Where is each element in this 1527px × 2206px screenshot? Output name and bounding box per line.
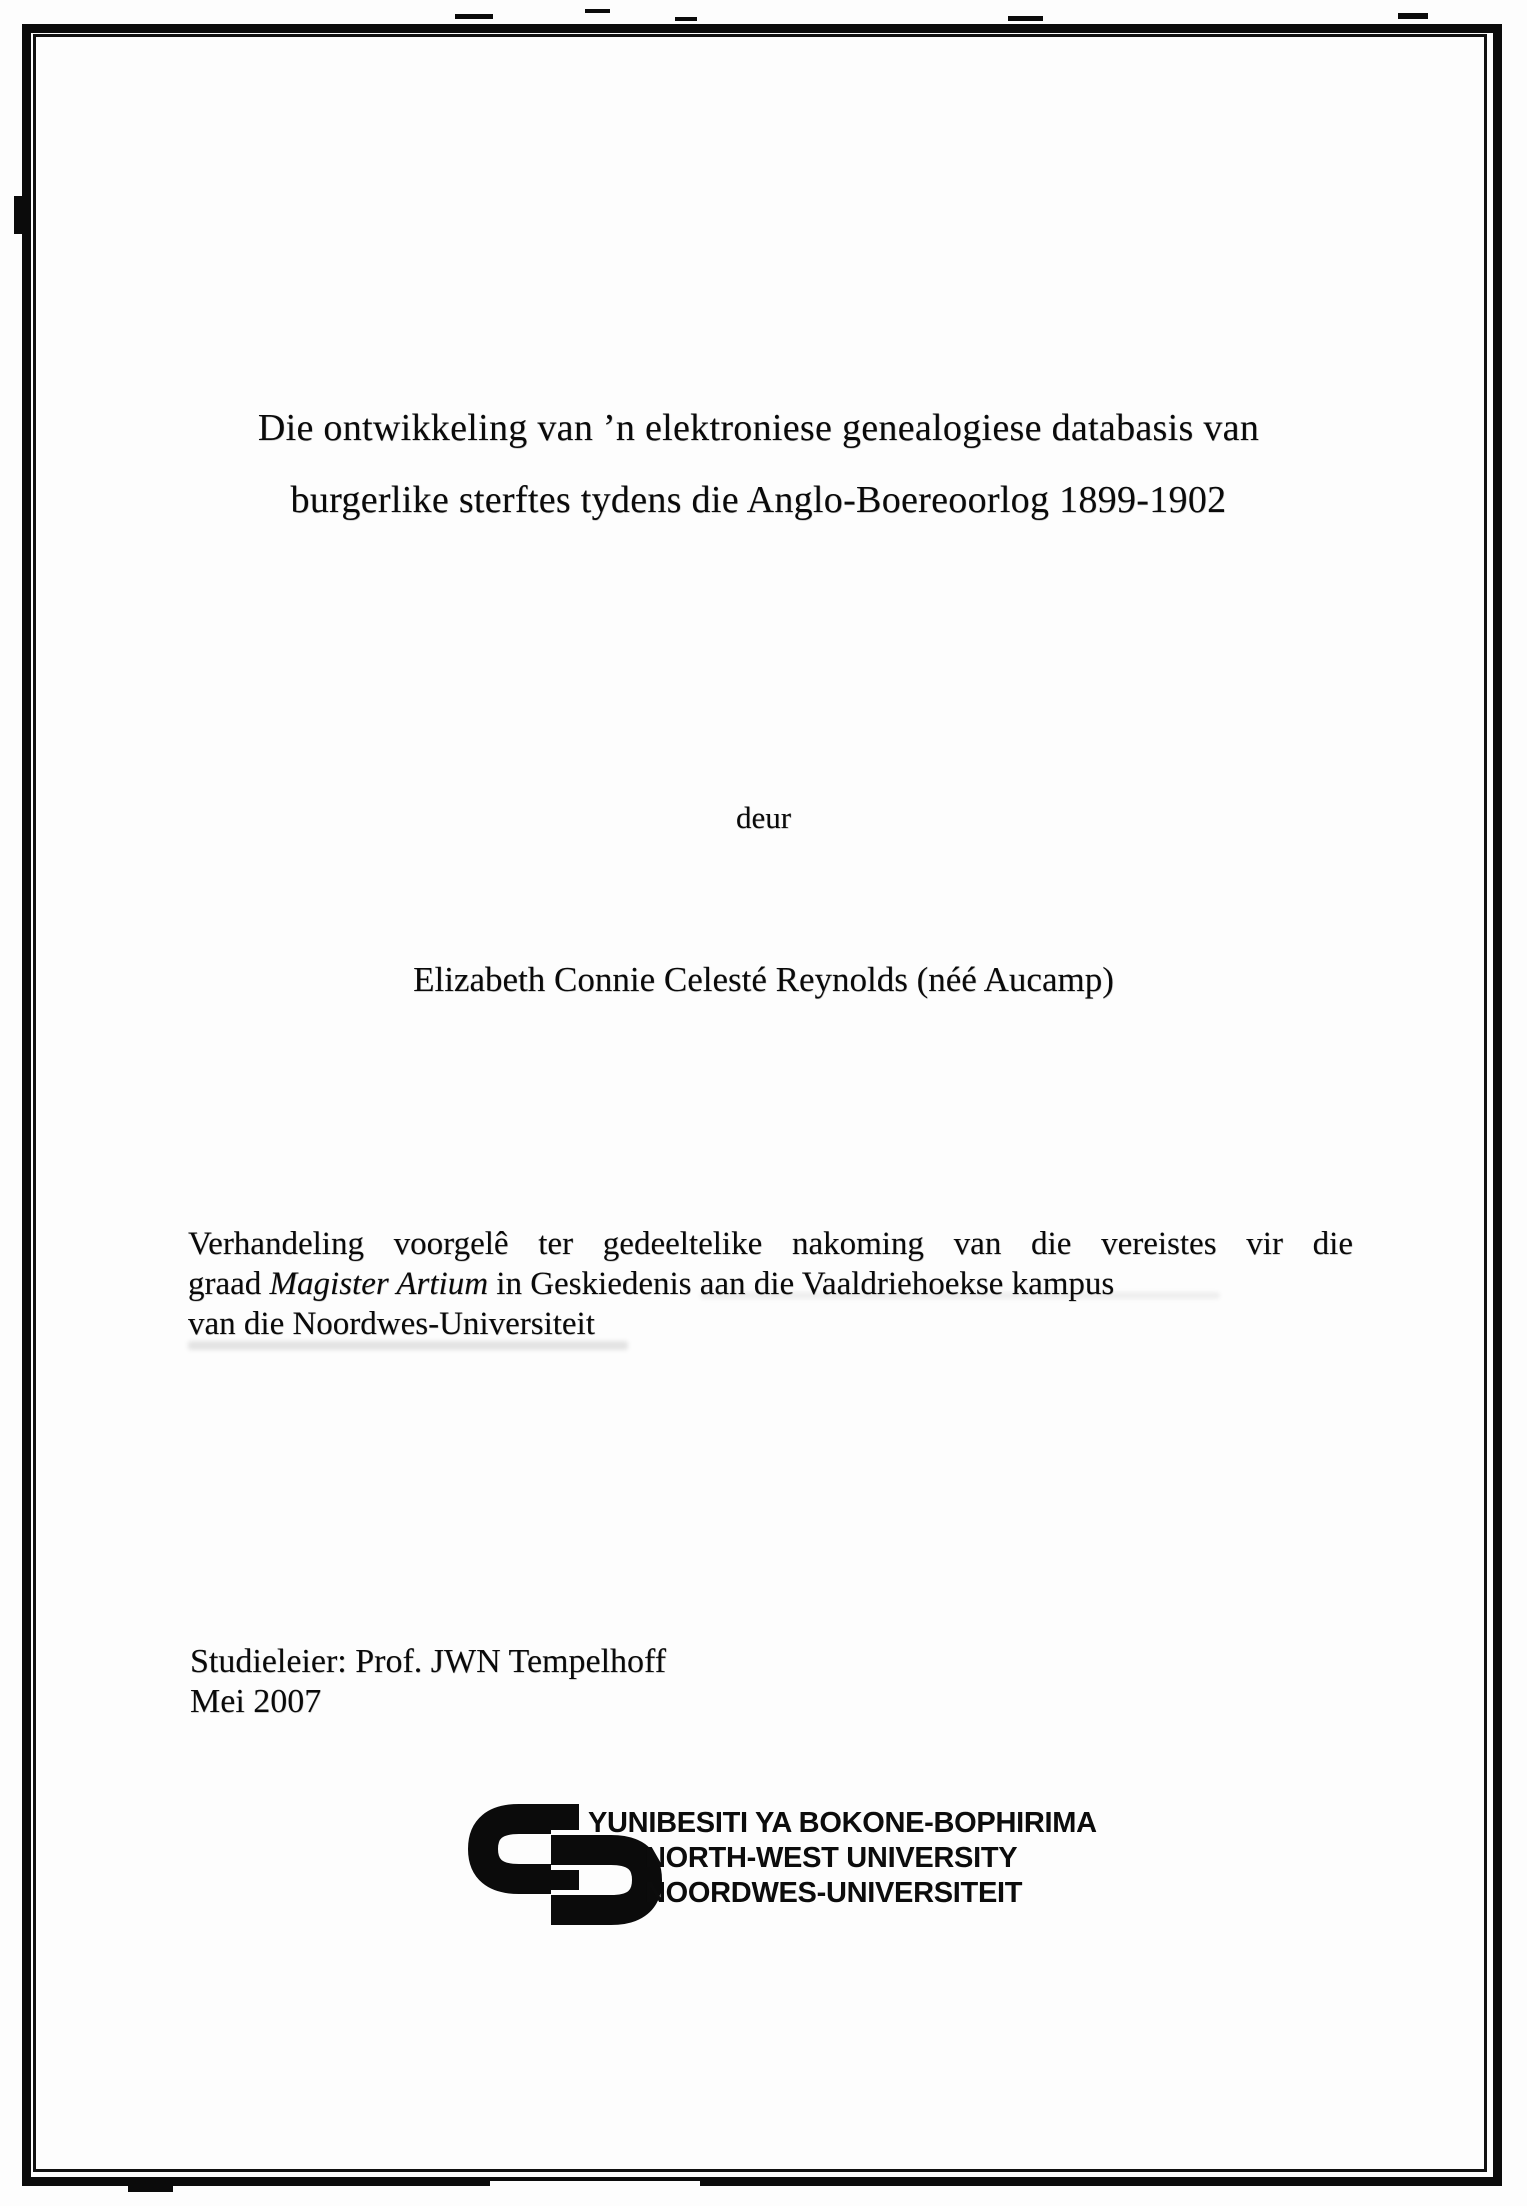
thesis-title-line2: burgerlike sterftes tydens die Anglo-Boereoorlog 1899-1902	[290, 479, 1227, 521]
logo-text-english: NORTH-WEST UNIVERSITY	[645, 1842, 1018, 1874]
scan-artifact	[128, 2186, 173, 2192]
supervisor-block	[190, 1642, 666, 1722]
degree-statement-line1: Verhandeling voorgelê ter gedeeltelike nakoming van die vereistes vir die	[188, 1226, 1353, 1262]
thesis-title	[60, 392, 1457, 536]
degree-title-italic: Magister Artium	[269, 1266, 489, 1302]
scan-artifact	[1008, 16, 1043, 21]
degree-statement-line2-prefix: graad	[188, 1266, 270, 1302]
scan-artifact	[1398, 13, 1428, 19]
scan-artifact	[490, 2181, 700, 2186]
scan-artifact	[585, 9, 610, 13]
degree-statement	[188, 1224, 1353, 1344]
supervisor-line: Studieleier: Prof. JWN Tempelhoff	[190, 1643, 667, 1680]
university-logo-text	[588, 1806, 1097, 1911]
degree-statement-line2-suffix: in Geskiedenis aan die Vaaldriehoekse kampus	[488, 1266, 1115, 1302]
thesis-title-line1: Die ontwikkeling van ’n elektroniese genealogiese databasis van	[257, 407, 1260, 449]
byline-label: deur	[735, 800, 792, 835]
logo-text-setswana: YUNIBESITI YA BOKONE-BOPHIRIMA	[588, 1807, 1097, 1839]
scan-ghosting	[188, 1341, 628, 1350]
logo-text-afrikaans: NOORDWES-UNIVERSITEIT	[645, 1877, 1023, 1909]
degree-statement-line3: van die Noordwes-Universiteit	[188, 1306, 595, 1342]
author-name: Elizabeth Connie Celesté Reynolds (néé Aucamp)	[413, 960, 1114, 999]
scan-artifact	[455, 14, 493, 19]
scan-artifact	[14, 196, 23, 234]
scan-ghosting	[700, 1292, 1220, 1299]
date-line: Mei 2007	[190, 1683, 322, 1720]
scan-artifact	[675, 17, 697, 21]
